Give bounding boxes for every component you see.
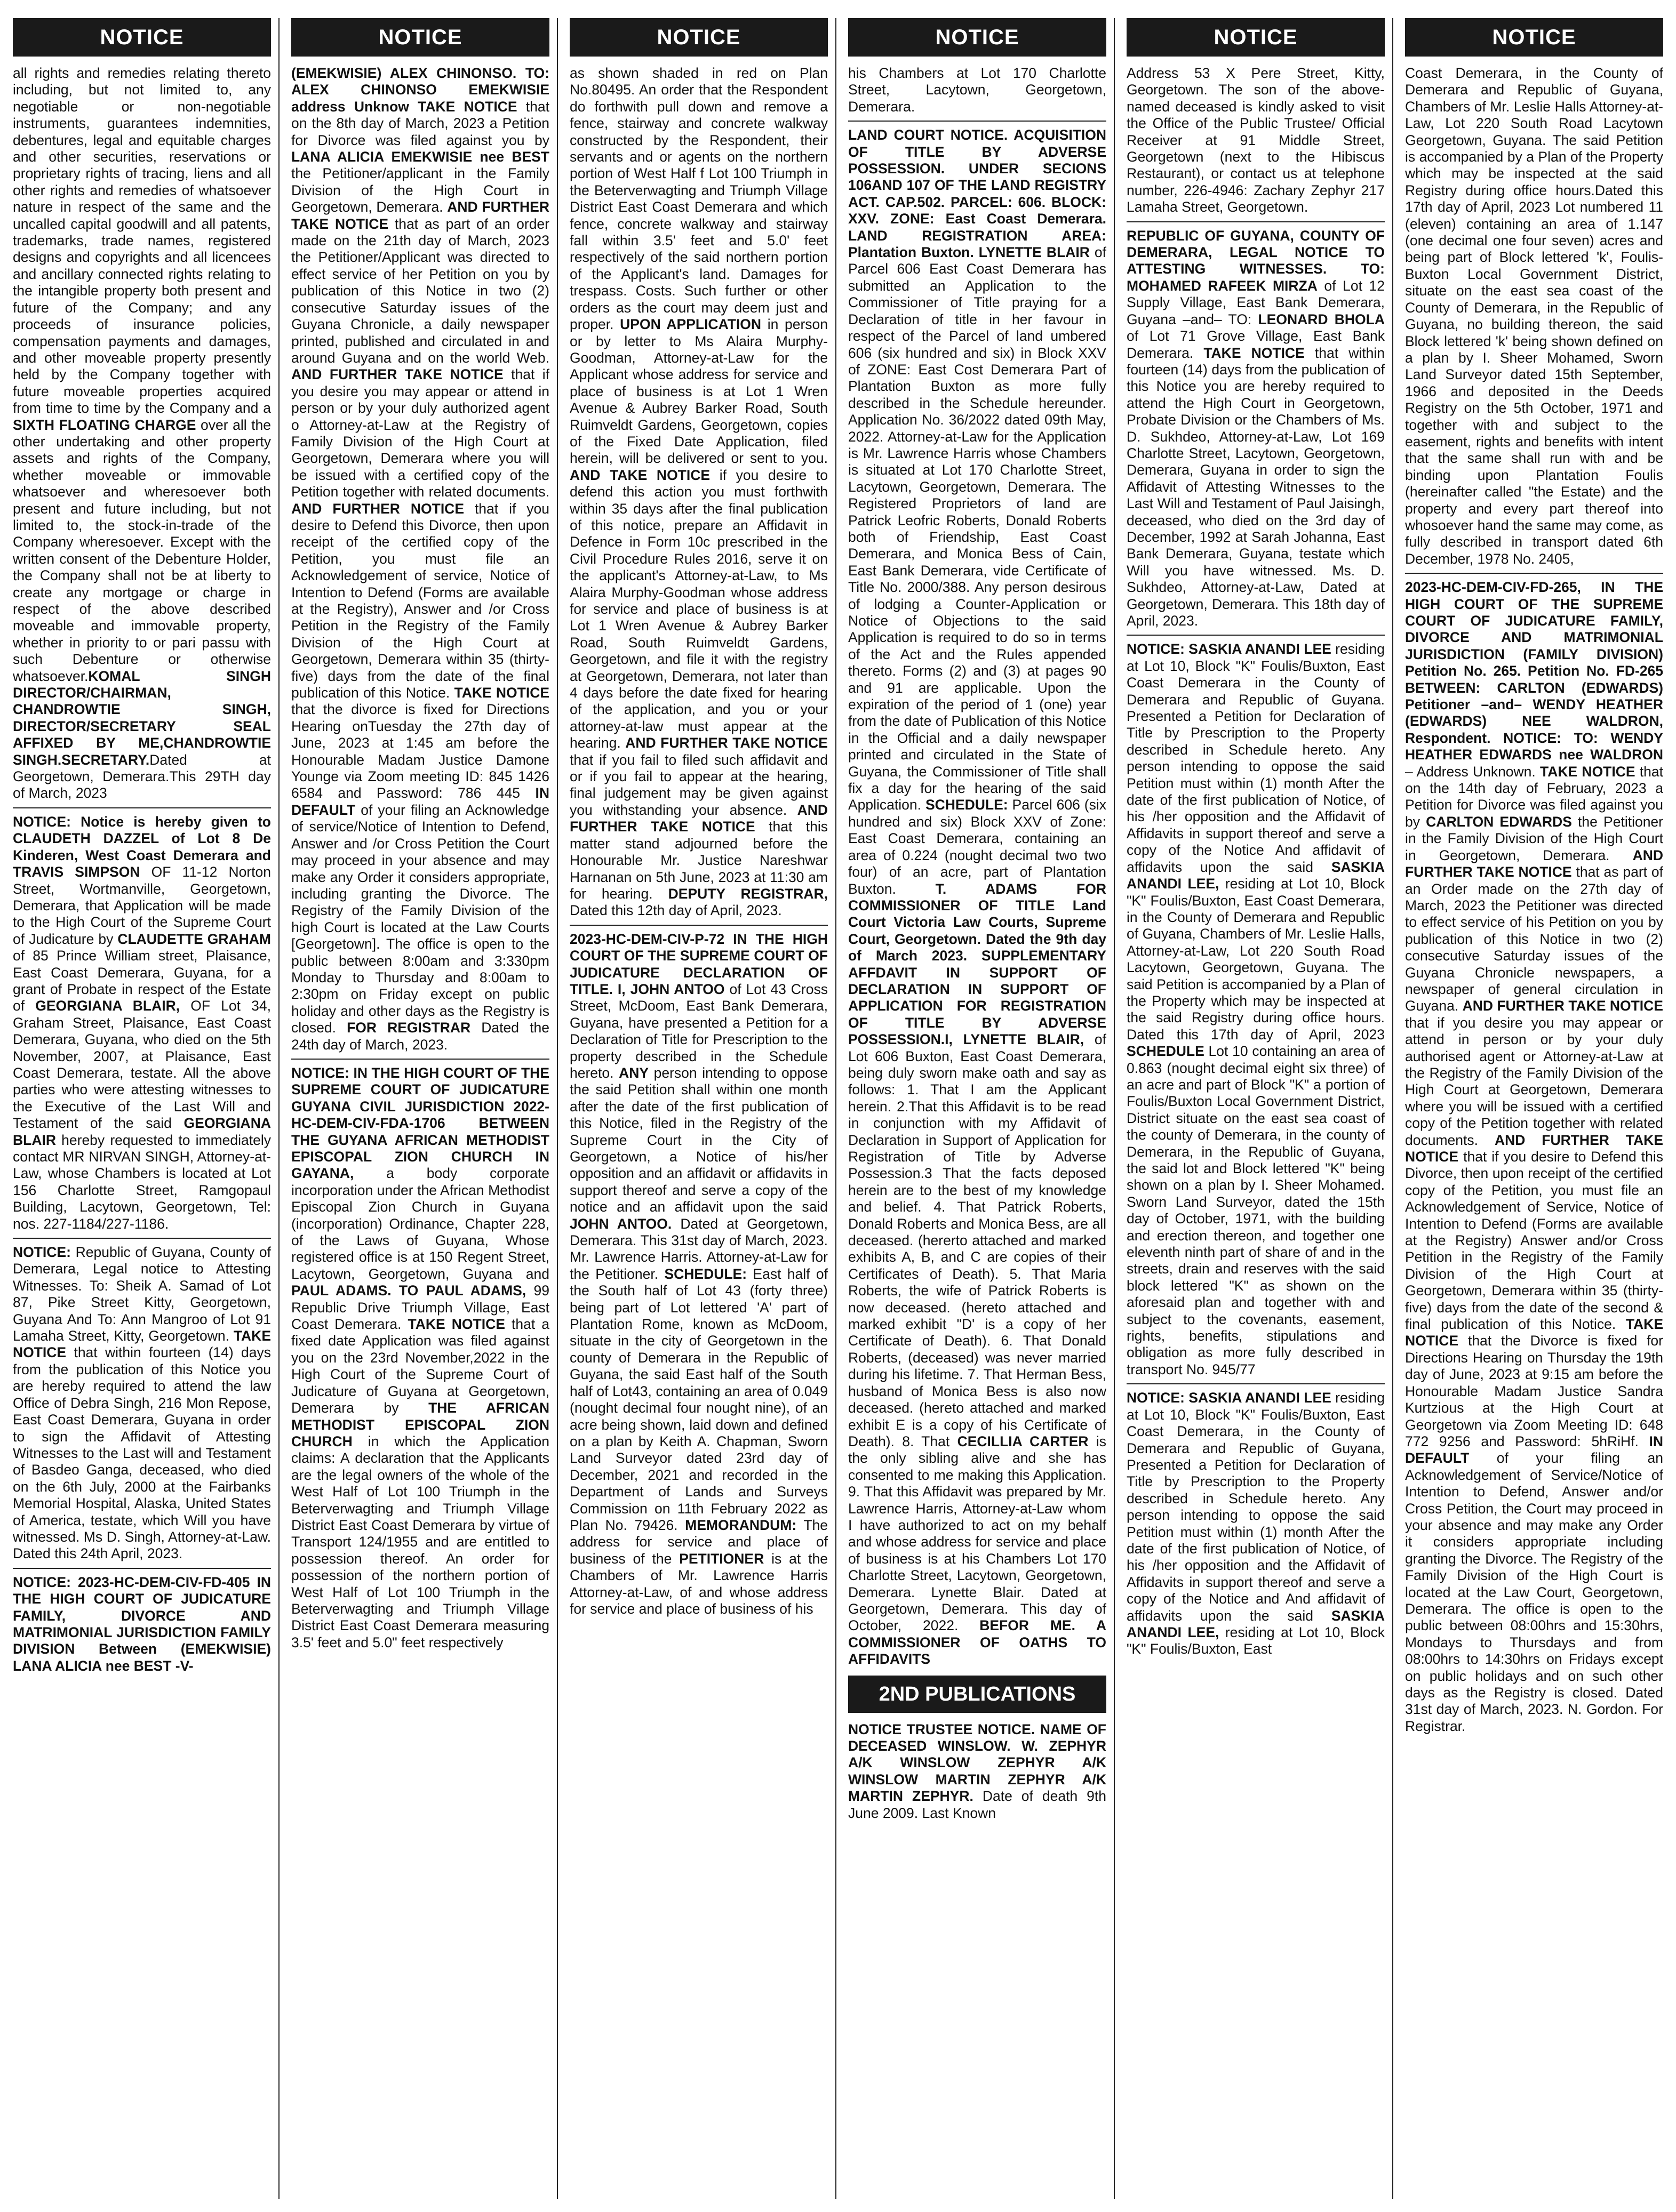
divider <box>291 1059 549 1060</box>
divider <box>1127 1383 1385 1384</box>
column-header: NOTICE <box>570 18 828 57</box>
divider <box>570 925 828 926</box>
column-header: NOTICE <box>291 18 549 57</box>
notice-divorce-emekwisie-start: NOTICE: 2023-HC-DEM-CIV-FD-405 IN THE HIGH COURT OF JUDICATURE FAMILY, DIVORCE AND MATRIMONIAL JURISDICTION FAMILY DIVISION Between (EMEKWISIE) LANA ALICIA nee BEST -V- <box>13 1574 271 1674</box>
column-2 <box>291 18 558 2199</box>
notice-prescription-lee-2-cont: Coast Demerara, in the County of Demerara and Republic of Guyana, Chambers of Mr. Leslie Halls Attorney-at-Law, Lot 220 South Road Lacytown Georgetown, Guyana. The said Petition is accompanied by a Plan of the Property which may be inspected at the said Registry during office hours.Dated this 17th day of April, 2023 Lot numbered 11 (eleven) containing an area of 1.147 (one decimal one four seven) acres and being part of Block lettered 'k', Foulis-Buxton Local Government District, situate on the east sea coast of the County of Demerara, in the Republic of Guyana, no building thereon, the said Block lettered 'k' being shown defined on a plan by I. Sheer Mohamed, Sworn Land Surveyor dated 15th September, 1966 and deposited in the Deeds Registry on the 5th October, 1971 and together with and subject to the easement, rights and benefits with intent that the same shall run with and be binding upon Plantation Foulis (hereinafter called "the Estate) and the property and every part thereof into whosoever hand the same may come, as fully described in transport dated 6th December, 1978 No. 2405, <box>1405 65 1663 567</box>
column-3 <box>570 18 836 2199</box>
notice-attesting-witnesses-jaisingh: REPUBLIC OF GUYANA, COUNTY OF DEMERARA, LEGAL NOTICE TO ATTESTING WITNESSES. TO: MOHAMED RAFEEK MIRZA of Lot 12 Supply Village, East Bank Demerara, Guyana –and– TO: LEONARD BHOLA of Lot 71 Grove Village, East Bank Demerara. TAKE NOTICE that within fourteen (14) days from the publication of this Notice you are hereby required to attend the High Court in Georgetown, Probate Division or the Chambers of Ms. D. Sukhdeo, Attorney-at-Law, Lot 169 Charlotte Street, Lacytown, Georgetown, Demerara, Guyana in order to sign the Affidavit of Attesting Witnesses to the Last Will and Testament of Paul Jaisingh, deceased, who died on the 3rd day of December, 1992 at Sarah Johanna, East Bank Demerara, Guyana, testate which Will you have witnessed. Ms. D. Sukhdeo, Attorney-at-Law, Dated at Georgetown, Demerara. This 18th day of April, 2023. <box>1127 227 1385 629</box>
column-header: NOTICE <box>1405 18 1663 57</box>
divider <box>13 1238 271 1239</box>
divider <box>848 121 1106 122</box>
notice-trustee-zephyr: NOTICE TRUSTEE NOTICE. NAME OF DECEASED WINSLOW. W. ZEPHYR A/K WINSLOW ZEPHYR A/K WINSLOW MARTIN ZEPHYR A/K MARTIN ZEPHYR. Date of death 9th June 2009. Last Known <box>848 1721 1106 1821</box>
column-1 <box>13 18 280 2199</box>
column-5 <box>1127 18 1393 2199</box>
column-header: NOTICE <box>848 18 1106 57</box>
notice-divorce-edwards: 2023-HC-DEM-CIV-FD-265, IN THE HIGH COURT OF THE SUPREME COURT OF JUDICATURE FAMILY, DIVORCE AND MATRIMONIAL JURISDICTION (FAMILY DIVISION) Petition No. 265. Petition No. FD-265 BETWEEN: CARLTON (EDWARDS) Petitioner –and– WENDY HEATHER (EDWARDS) NEE WALDRON, Respondent. NOTICE: TO: WENDY HEATHER EDWARDS nee WALDRON – Address Unknown. TAKE NOTICE that on the 14th day of February, 2023 a Petition for Divorce was filed against you by CARLTON EDWARDS the Petitioner in the Family Division of the High Court in Georgetown, Demerara. AND FURTHER TAKE NOTICE that as part of an Order made on the 27th day of March, 2023 the Petitioner was directed to effect service of his Petition on you by publication of this Notice in two (2) consecutive Saturday issues of the Guyana Chronicle newspapers, a newspaper of general circulation in Guyana. AND FURTHER TAKE NOTICE that if you desire you may appear or attend in person or by your duly authorised agent or Attorney-at-Law at the Registry of the Family Division of the High Court at Georgetown, Demerara where you will be issued with a certified copy of the Petition together with related documents. AND FURTHER TAKE NOTICE that if you desire to Defend this Divorce, then upon receipt of the certified copy of the Petition, you must file an Acknowledgement of Service, Notice of Intention to Defend (Forms are available at the Registry) Answer and/or Cross Petition in the Registry of the Family Division of the High Court at Georgetown, Demerara within 35 (thirty-five) days from the date of the second & final publication of this Notice. TAKE NOTICE that the Divorce is fixed for Directions Hearing on Thursday the 19th day of June, 2023 at 9:15 am before the Honourable Madam Justice Sandra Kurtzious at the High Court at Georgetown via Zoom Meeting ID: 648 772 9256 and Password: 5hRiHf. IN DEFAULT of your filing an Acknowledgement of Service/Notice of Intention to Defend, Answer and/or Cross Petition, the Court may proceed in your absence and may make any Order it considers appropriate including granting the Divorce. The Registry of the Family Division of the High Court is located at the Law Court, Georgetown, Demerara. The office is open to the public between 08:00hrs and 15:30hrs, Mondays to Thursdays and from 08:00hrs to 14:30hrs on Fridays except on public holidays and on such other days as the Registry is closed. Dated 31st day of March, 2023. N. Gordon. For Registrar. <box>1405 579 1663 1734</box>
notice-divorce-emekwisie: (EMEKWISIE) ALEX CHINONSO. TO: ALEX CHINONSO EMEKWISIE address Unknow TAKE NOTICE that on the 8th day of March, 2023 a Petition for Divorce was filed against you by LANA ALICIA EMEKWISIE nee BEST the Petitioner/applicant in the Family Division of the High Court in Georgetown, Demerara. AND FURTHER TAKE NOTICE that as part of an order made on the 21th day of March, 2023 the Petitioner/Applicant was directed to effect service of her Petition on you by publication of this Notice in two (2) consecutive Saturday issues of the Guyana Chronicle, a daily newspaper printed, published and circulated in and around Guyana and on the world Web. AND FURTHER TAKE NOTICE that if you desire you may appear or attend in person or by your duly authorized agent o Attorney-at-Law at the Registry of Family Division of the High Court at Georgetown, Demerara where you will be issued with a certified copy of the Petition together with related documents. AND FURTHER NOTICE that if you desire to Defend this Divorce, then upon receipt of the certified copy of the Petition, you must file an Acknowledgement of service, Notice of Intention to Defend (Forms are available at the Registry), Answer and /or Cross Petition in the Registry of the Family Division of the High Court at Georgetown, Demerara within 35 (thirty-five) days from the date of the final publication of this Notice. TAKE NOTICE that the divorce is fixed for Directions Hearing onTuesday the 27th day of June, 2023 at 1:45 am before the Honourable Madam Justice Damone Younge via Zoom meeting ID: 845 1426 6584 and Password: 786 445 IN DEFAULT of your filing an Acknowledge of service/Notice of Intention to Defend, Answer and /or Cross Petition the Court may proceed in your absence and may make any Order it considers appropriate, including granting the Divorce. The Registry of the Family Division of the high Court is located at the Law Courts [Georgetown]. The office is open to the public between 8:00am and 3:330pm Monday to Thursday and 8:00am to 2:30pm on Friday except on public holiday and other days as the Registry is closed. FOR REGISTRAR Dated the 24th day of March, 2023. <box>291 65 550 1053</box>
second-publications-banner: 2ND PUBLICATIONS <box>848 1676 1106 1713</box>
notice-prescription-lee-2: NOTICE: SASKIA ANANDI LEE residing at Lot 10, Block "K" Foulis/Buxton, East Coast Demerara, in the County of Demerara and Republic of Guyana, Presented a Petition for Declaration of Title by Prescription to the Property described in Schedule hereto. Any person intending to oppose the said Petition must within (1) month After the date of the first publication of Notice, of his /her opposition and the Affidavit of Affidavits in support thereof and serve a copy of the Notice and And affidavit of affidavits upon the said SASKIA ANANDI LEE, residing at Lot 10, Block "K" Foulis/Buxton, East <box>1127 1390 1385 1657</box>
notice-antoo-cont: his Chambers at Lot 170 Charlotte Street, Lacytown, Georgetown, Demerara. <box>848 65 1106 115</box>
divider <box>13 1568 271 1569</box>
column-header: NOTICE <box>1127 18 1385 57</box>
notice-debenture-charge: all rights and remedies relating thereto including, but not limited to, any negotiable or non-negotiable instruments, guarantees indemnities, debentures, legal and equitable charges and other securities, reservations or proprietary rights of tracing, liens and all other rights and remedies of whatsoever nature in respect of the same and the uncalled capital goodwill and all patents, trademarks, trade names, registered designs and copyrights and all licencees and ancillary connected rights relating to the intangible property both present and future of the Company; and any proceeds of insurance policies, compensation payments and damages, and other moveable property presently held by the Company together with future moveable properties acquired from time to time by the Company and a SIXTH FLOATING CHARGE over all the other undertaking and other property assets and rights of the Company, whether moveable or immovable whatsoever and wheresoever both present and future including, but not limited to, the stock-in-trade of the Company wheresoever. Except with the written consent of the Debenture Holder, the Company shall not be at liberty to create any mortgage or charge in respect of the above described moveable and immovable property, whether in priority to or pari passu with such Debenture or otherwise whatsoever.KOMAL SINGH DIRECTOR/CHAIRMAN, CHANDROWTIE SINGH, DIRECTOR/SECRETARY SEAL AFFIXED BY ME,CHANDROWTIE SINGH.SECRETARY.Dated at Georgetown, Demerara.This 29TH day of March, 2023 <box>13 65 271 802</box>
notice-prescription-lee-1: NOTICE: SASKIA ANANDI LEE residing at Lot 10, Block "K" Foulis/Buxton, East Coast Demerara in the County of Demerara and Republic of Guyana. Presented a Petition for Declaration of Title by Prescription to the Property described in Schedule hereto. Any person intending to oppose the said Petition must within (1) month After the date of the first publication of Notice, of his /her opposition and the Affidavit of Affidavits in support thereof and serve a copy of the Notice And affidavit of affidavits upon the said SASKIA ANANDI LEE, residing at Lot 10, Block "K" Foulis/Buxton, East Coast Demerara, in the County of Demerara and Republic of Guyana, Chambers of Mr. Leslie Halls, Attorney-at-Law, Lot 220 South Road Lacytown, Georgetown, Guyana. The said Petition is accompanied by a Plan of the Property which may be inspected at the said Registry during office hours. Dated this 17th day of April, 2023 SCHEDULE Lot 10 containing an area of 0.863 (nought decimal eight six three) of an acre and part of Block "K" a portion of Foulis/Buxton Local Government District, District situate on the east sea coast of the county of Demerara, in the county of Demerara, in the Republic of Guyana, the said lot and Block lettered "K" being shown on a plan by I. Sheer Mohamed. Sworn Land Surveyor, dated the 15th day of October, 1971, with the building and erection thereon, and together one eleventh ninth part of share of and in the streets, drain and reserves with the said block lettered "K" as shown on the aforesaid plan and together with and subject to the covenants, easement, rights, benefits, stipulations and obligation as more fully described in transport No. 945/77 <box>1127 641 1385 1377</box>
notice-land-court-blair: LAND COURT NOTICE. ACQUISITION OF TITLE BY ADVERSE POSSESSION. UNDER SECIONS 106AND 107 OF THE LAND REGISTRY ACT. CAP.502. PARCEL: 606. BLOCK: XXV. ZONE: East Coast Demerara. LAND REGISTRATION AREA: Plantation Buxton. LYNETTE BLAIR of Parcel 606 East Coast Demerara has submitted an Application to the Commissioner of Title praying for a Declaration of title in her favour in respect of the Parcel of land umbered 606 (six hundred and six) in Block XXV of ZONE: East Cost Demerara Part of Plantation Buxton as more fully described in the Schedule hereunder. Application No. 36/2022 dated 09th May, 2022. Attorney-at-Law for the Application is Mr. Lawrence Harris whose Chambers is situated at Lot 170 Charlotte Street, Lacytown, Georgetown, Demerara. The Registered Proprietors of land are Patrick Leofric Roberts, Donald Roberts both of Friendship, East Coast Demerara, and Monica Bess of Cain, East Bank Demerara, vide Certificate of Title No. 2000/388. Any person desirous of lodging a Counter-Application or Notice of Objections to the said Application is required to do so in terms of the Act and the Rules appended thereto. Forms (2) and (3) at pages 90 and 91 are applicable. Upon the expiration of the period of 1 (one) year from the date of Publication of this Notice in the Official and a daily newspaper printed and circulated in the State of Guyana, the Commissioner of Title shall fix a day for the hearing of the said Application. SCHEDULE: Parcel 606 (six hundred and six) Block XXV of Zone: East Coast Demerara, containing an area of 0.224 (nought decimal two two four) of an acre, part of Plantation Buxton. T. ADAMS FOR COMMISSIONER OF TITLE Land Court Victoria Law Courts, Supreme Court, Georgetown. Dated the 9th day of March 2023. SUPPLEMENTARY AFFDAVIT IN SUPPORT OF DECLARATION IN SUPPORT OF APPLICATION FOR REGISTRATION OF TITLE BY ADVERSE POSSESSION.I, LYNETTE BLAIR, of Lot 606 Buxton, East Coast Demerara, being duly sworn make oath and say as follows: 1. That I am the Applicant herein. 2.That this Affidavit is to be read in conjunction with my Affidavit of Declaration in Support of Application for Registration of Title by Adverse Possession.3 That the facts deposed herein are to the best of my knowledge and belief. 4. That Patrick Roberts, Donald Roberts and Monica Bess, are all deceased. (hererto attached and marked exhibits A, B, and C are copies of their Certificates of Death). 5. That Maria Roberts, the wife of Patrick Roberts is now deceased. (hereto attached and marked exhibit "D' is a copy of her Certificate of Death). 6. That Donald Roberts, (deceased) was never married during his lifetime. 7. That Herman Bess, husband of Monica Bess is also now deceased. (hereto attached and marked exhibit E is a copy of his Certificate of Death). 8. That CECILLIA CARTER is the only sibling alive and she has consented to me making this Application. 9. That this Affidavit was prepared by Mr. Lawrence Harris, Attorney-at-Law whom I have authorized to act on my behalf and whose address for service and place of business is at his Chambers Lot 170 Charlotte Street, Lacytown, Georgetown, Demerara. Lynette Blair. Dated at Georgetown, Demerara. This day of October, 2022. BEFOR ME. A COMMISSIONER OF OATHS TO AFFIDAVITS <box>848 127 1106 1668</box>
column-6 <box>1405 18 1663 2199</box>
notice-ame-zion-church: NOTICE: IN THE HIGH COURT OF THE SUPREME COURT OF JUDICATURE GUYANA CIVIL JURISDICTION 2022-HC-DEM-CIV-FDA-1706 BETWEEN THE GUYANA AFRICAN METHODIST EPISCOPAL ZION CHURCH IN GAYANA, a body corporate incorporation under the African Methodist Episcopal Zion Church in Guyana (incorporation) Ordinance, Chapter 228, of the Laws of Guyana, Whose registered office is at 150 Regent Street, Lacytown, Georgetown, Guyana and PAUL ADAMS. TO PAUL ADAMS, 99 Republic Drive Triumph Village, East Coast Demerara. TAKE NOTICE that a fixed date Application was filed against you on the 23rd November,2022 in the High Court of the Supreme Court of Judicature of Guyana at Georgetown, Demerara by THE AFRICAN METHODIST EPISCOPAL ZION CHURCH in which the Application claims: A declaration that the Applicants are the legal owners of the whole of the West Half of Lot 100 Triumph in the Beterverwagting and Triumph Village District East Coast Demerara by virtue of Transport 124/1955 and are entitled to possession thereof. An order for possession of the northern portion of West Half of Lot 100 Triumph in the Beterverwagting and Triumph Village District East Coast Demerara measuring 3.5' feet and 5.0" feet respectively <box>291 1064 549 1650</box>
notice-ame-zion-church-cont: as shown shaded in red on Plan No.80495. An order that the Respondent do forthwith pull down and remove a fence, stairway and concrete walkway constructed by the Respondent, their servants and or agents on the northern portion of West Half f Lot 100 Triumph in the Beterverwagting and Triumph Village District East Coast Demerara and which fence, concrete walkway and stairway fall within 3.5' feet and 5.0' feet respectively of the said northern portion of the Applicant's land. Damages for trespass. Costs. Such further or other orders as the court may deem just and proper. UPON APPLICATION in person or by letter to Ms Alaira Murphy-Goodman, Attorney-at-Law for the Applicant whose address for service and place of business is at Lot 1 Wren Avenue & Aubrey Barker Road, South Ruimveldt Gardens, Georgetown, copies of the Fixed Date Application, filed herein, will be delivered or sent to you. AND TAKE NOTICE if you desire to defend this action you must forthwith within 35 days after the final publication of this notice, prepare an Affidavit in Defence in Form 10c prescribed in the Civil Procedure Rules 2016, serve it on the applicant's Attorney-at-Law, to Ms Alaira Murphy-Goodman whose address for service and place of business is at Lot 1 Wren Avenue & Aubrey Barker Road, South Ruimveldt Gardens, Georgetown, and file it with the registry at Georgetown, Demerara, not later than 4 days before the date fixed for hearing of the application, and you or your attorney-at-law must appear at the hearing. AND FURTHER TAKE NOTICE that if you fail to filed such affidavit and or if you fail to appear at the hearing, final judgement may be given against you withstanding your absence. AND FURTHER TAKE NOTICE that this matter stand adjourned before the Honourable Mr. Justice Nareshwar Harnanan on 5th June, 2023 at 11:30 am for hearing. DEPUTY REGISTRAR, Dated this 12th day of April, 2023. <box>570 65 828 919</box>
divider <box>13 807 271 808</box>
divider <box>1127 221 1385 222</box>
notice-trustee-zephyr-cont: Address 53 X Pere Street, Kitty, Georgetown. The son of the above-named deceased is kindly asked to visit the Office of the Public Trustee/ Official Receiver at 91 Middle Street, Georgetown (next to the Hibiscus Restaurant), or contact us at telephone number, 226-4946: Zachary Zephyr 217 Lamaha Street, Georgetown. <box>1127 65 1385 215</box>
divider <box>1127 635 1385 636</box>
notice-attesting-witnesses-ganga: NOTICE: Republic of Guyana, County of Demerara, Legal notice to Attesting Witnesses. To: Sheik A. Samad of Lot 87, Pike Street Kitty, Georgetown, Guyana And To: Ann Mangroo of Lot 91 Lamaha Street, Kitty, Georgetown. TAKE NOTICE that within fourteen (14) days from the publication of this Notice you are hereby required to attend the law Office of Debra Singh, 216 Mon Repose, East Coast Demerara, Guyana in order to sign the Affidavit of Attesting Witnesses to the Last will and Testament of Basdeo Ganga, deceased, who died on the 6th July, 2000 at the Fairbanks Memorial Hospital, Alaska, United States of America, testate, which Will you have witnessed. Ms D. Singh, Attorney-at-Law. Dated this 24th April, 2023. <box>13 1244 271 1562</box>
divider <box>1405 573 1663 574</box>
notice-declaration-title-antoo: 2023-HC-DEM-CIV-P-72 IN THE HIGH COURT OF THE SUPREME COURT OF JUDICATURE DECLARATION OF TITLE. I, JOHN ANTOO of Lot 43 Cross Street, McDoom, East Bank Demerara, Guyana, have presented a Petition for a Declaration of Title for Prescription to the property described in the Schedule hereto. ANY person intending to oppose the said Petition shall within one month after the date of the first publication of this Notice, filed in the Registry of the Supreme Court in the City of Georgetown, a Notice of his/her opposition and an affidavit or affidavits in support thereof and serve a copy of the notice and an affidavit upon the said JOHN ANTOO. Dated at Georgetown, Demerara. This 31st day of March, 2023. Mr. Lawrence Harris. Attorney-at-Law for the Petitioner. SCHEDULE: East half of the South half of Lot 43 (forty three) being part of Lot lettered 'A' part of Plantation Rome, known as McDoom, situate in the city of Georgetown in the county of Demerara in the Republic of Guyana, the said East half of the South half of Lot43, containing an area of 0.049 (nought decimal four nought nine), of an acre being shown, laid down and defined on a plan by Keith A. Chapman, Sworn Land Surveyor dated 23rd day of December, 2021 and recorded in the Department of Lands and Surveys Commission on 11th February 2022 as Plan No. 79426. MEMORANDUM: The address for service and place of business of the PETITIONER is at the Chambers of Mr. Lawrence Harris Attorney-at-Law, of and whose address for service and place of business of his <box>570 931 828 1617</box>
notice-probate-blair: NOTICE: Notice is hereby given to CLAUDETH DAZZEL of Lot 8 De Kinderen, West Coast Demerara and TRAVIS SIMPSON OF 11-12 Norton Street, Wortmanville, Georgetown, Demerara, that Application will be made to the High Court of the Supreme Court of Judicature by CLAUDETTE GRAHAM of 85 Prince William street, Plaisance, East Coast Demerara, Guyana, for a grant of Probate in respect of the Estate of GEORGIANA BLAIR, OF Lot 34, Graham Street, Plaisance, East Coast Demerara, Guyana, who died on the 5th November, 2007, at Plaisance, East Coast Demerara, testate. All the above parties who were attesting witnesses to the Executive of the Last Will and Testament of the said GEORGIANA BLAIR hereby requested to immediately contact MR NIRVAN SINGH, Attorney-at-Law, whose Chambers is located at Lot 156 Charlotte Street, Ramgopaul Building, Lacytown, Georgetown, Tel: nos. 227-1184/227-1186. <box>13 813 271 1232</box>
column-4 <box>848 18 1115 2199</box>
column-header: NOTICE <box>13 18 271 57</box>
